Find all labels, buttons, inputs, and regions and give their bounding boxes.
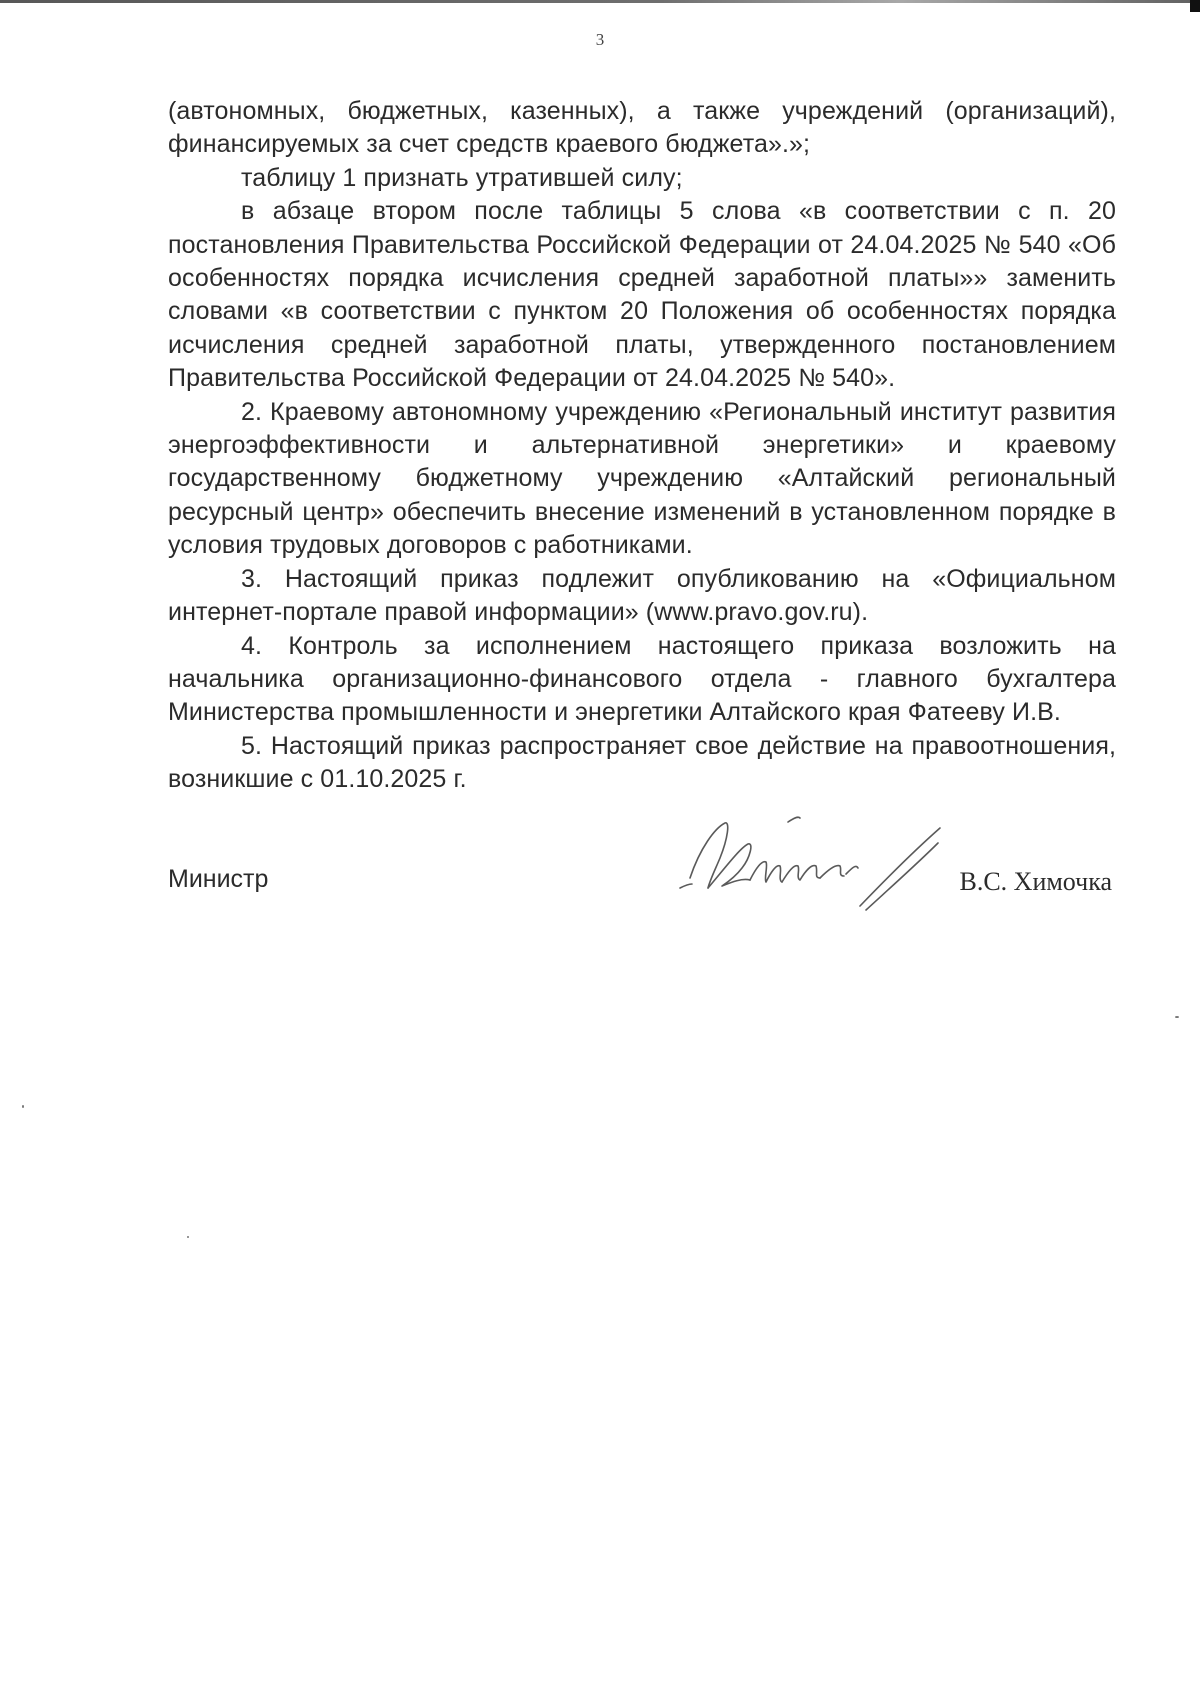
paragraph-continuation: (автономных, бюджетных, казенных), а также учреждений (организаций), финансируемых за счет средств краевого бюджета».»; (168, 97, 1116, 159)
document-body (168, 95, 1116, 797)
paragraph-item-5: 5. Настоящий приказ распространяет свое действие на правоотношения, возникшие с 01.10.2025 г. (168, 731, 1116, 794)
signature-block (168, 865, 1116, 925)
scan-corner-mark (1190, 0, 1200, 12)
paragraph-item-2: 2. Краевому автономному учреждению «Региональный институт развития энергоэффективности и альтернативной энергетики» и краевому государственному бюджетному учреждению «Алтайский региональный ресурсный центр» обеспечить внесение изменений в установленном порядке в условия трудовых договоров с работниками. (168, 397, 1116, 560)
scan-speck (1175, 1016, 1179, 1018)
scan-speck (22, 1105, 24, 1108)
scan-speck (187, 1236, 189, 1238)
scan-top-edge (0, 0, 1200, 3)
page-number: 3 (595, 30, 605, 49)
paragraph-item-4: 4. Контроль за исполнением настоящего приказа возложить на начальника организационно-финансового отдела - главного бухгалтера Министерства промышленности и энергетики Алтайского края Фатееву И.В. (168, 631, 1116, 727)
paragraph-amendment: в абзаце втором после таблицы 5 слова «в соответствии с п. 20 постановления Правительства Российской Федерации от 24.04.2025 № 540 «Об особенностях порядка исчисления средней заработной платы»» заменить словами «в соответствии с пунктом 20 Положения об особенностях порядка исчисления средней заработной платы, утвержденного постановлением Правительства Российской Федерации от 24.04.2025 № 540». (168, 197, 1116, 393)
paragraph-table-1: таблицу 1 признать утратившей силу; (241, 163, 683, 192)
signer-title: Министр (168, 865, 269, 893)
signer-name: В.С. Химочка (959, 867, 1112, 896)
paragraph-item-3: 3. Настоящий приказ подлежит опубликованию на «Официальном интернет-портале правой информации» (www.pravo.gov.ru). (168, 564, 1116, 627)
handwritten-signature (670, 808, 970, 918)
